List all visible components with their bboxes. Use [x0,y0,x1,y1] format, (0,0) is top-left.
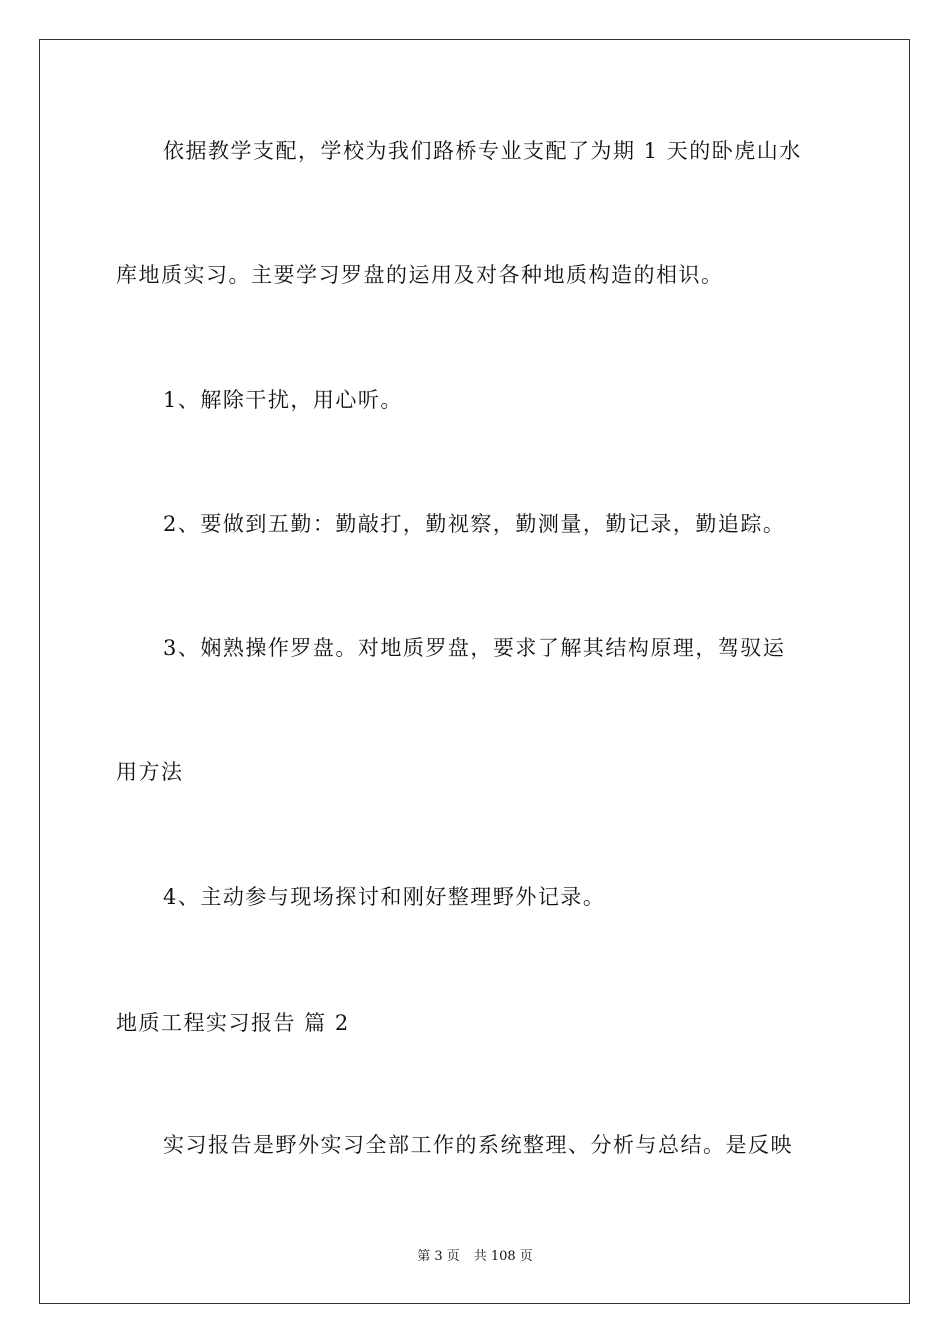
paragraph-line: 依据教学支配，学校为我们路桥专业支配了为期 1 天的卧虎山水 [163,139,802,163]
list-item: 1、解除干扰，用心听。 [163,388,403,412]
page-number: 第 3 页 [417,1249,460,1264]
paragraph-line: 用方法 [116,760,184,784]
list-item: 2、要做到五勤：勤敲打，勤视察，勤测量，勤记录，勤追踪。 [163,512,786,536]
paragraph-line: 库地质实习。主要学习罗盘的运用及对各种地质构造的相识。 [116,263,724,287]
page-footer [0,1248,950,1266]
section-heading: 地质工程实习报告 篇 2 [116,1011,350,1035]
paragraph-line: 实习报告是野外实习全部工作的系统整理、分析与总结。是反映 [163,1133,793,1157]
list-item: 4、主动参与现场探讨和刚好整理野外记录。 [163,885,606,909]
page-border [39,39,910,1304]
list-item: 3、娴熟操作罗盘。对地质罗盘，要求了解其结构原理，驾驭运 [163,636,786,660]
page-total: 共 108 页 [473,1249,533,1264]
